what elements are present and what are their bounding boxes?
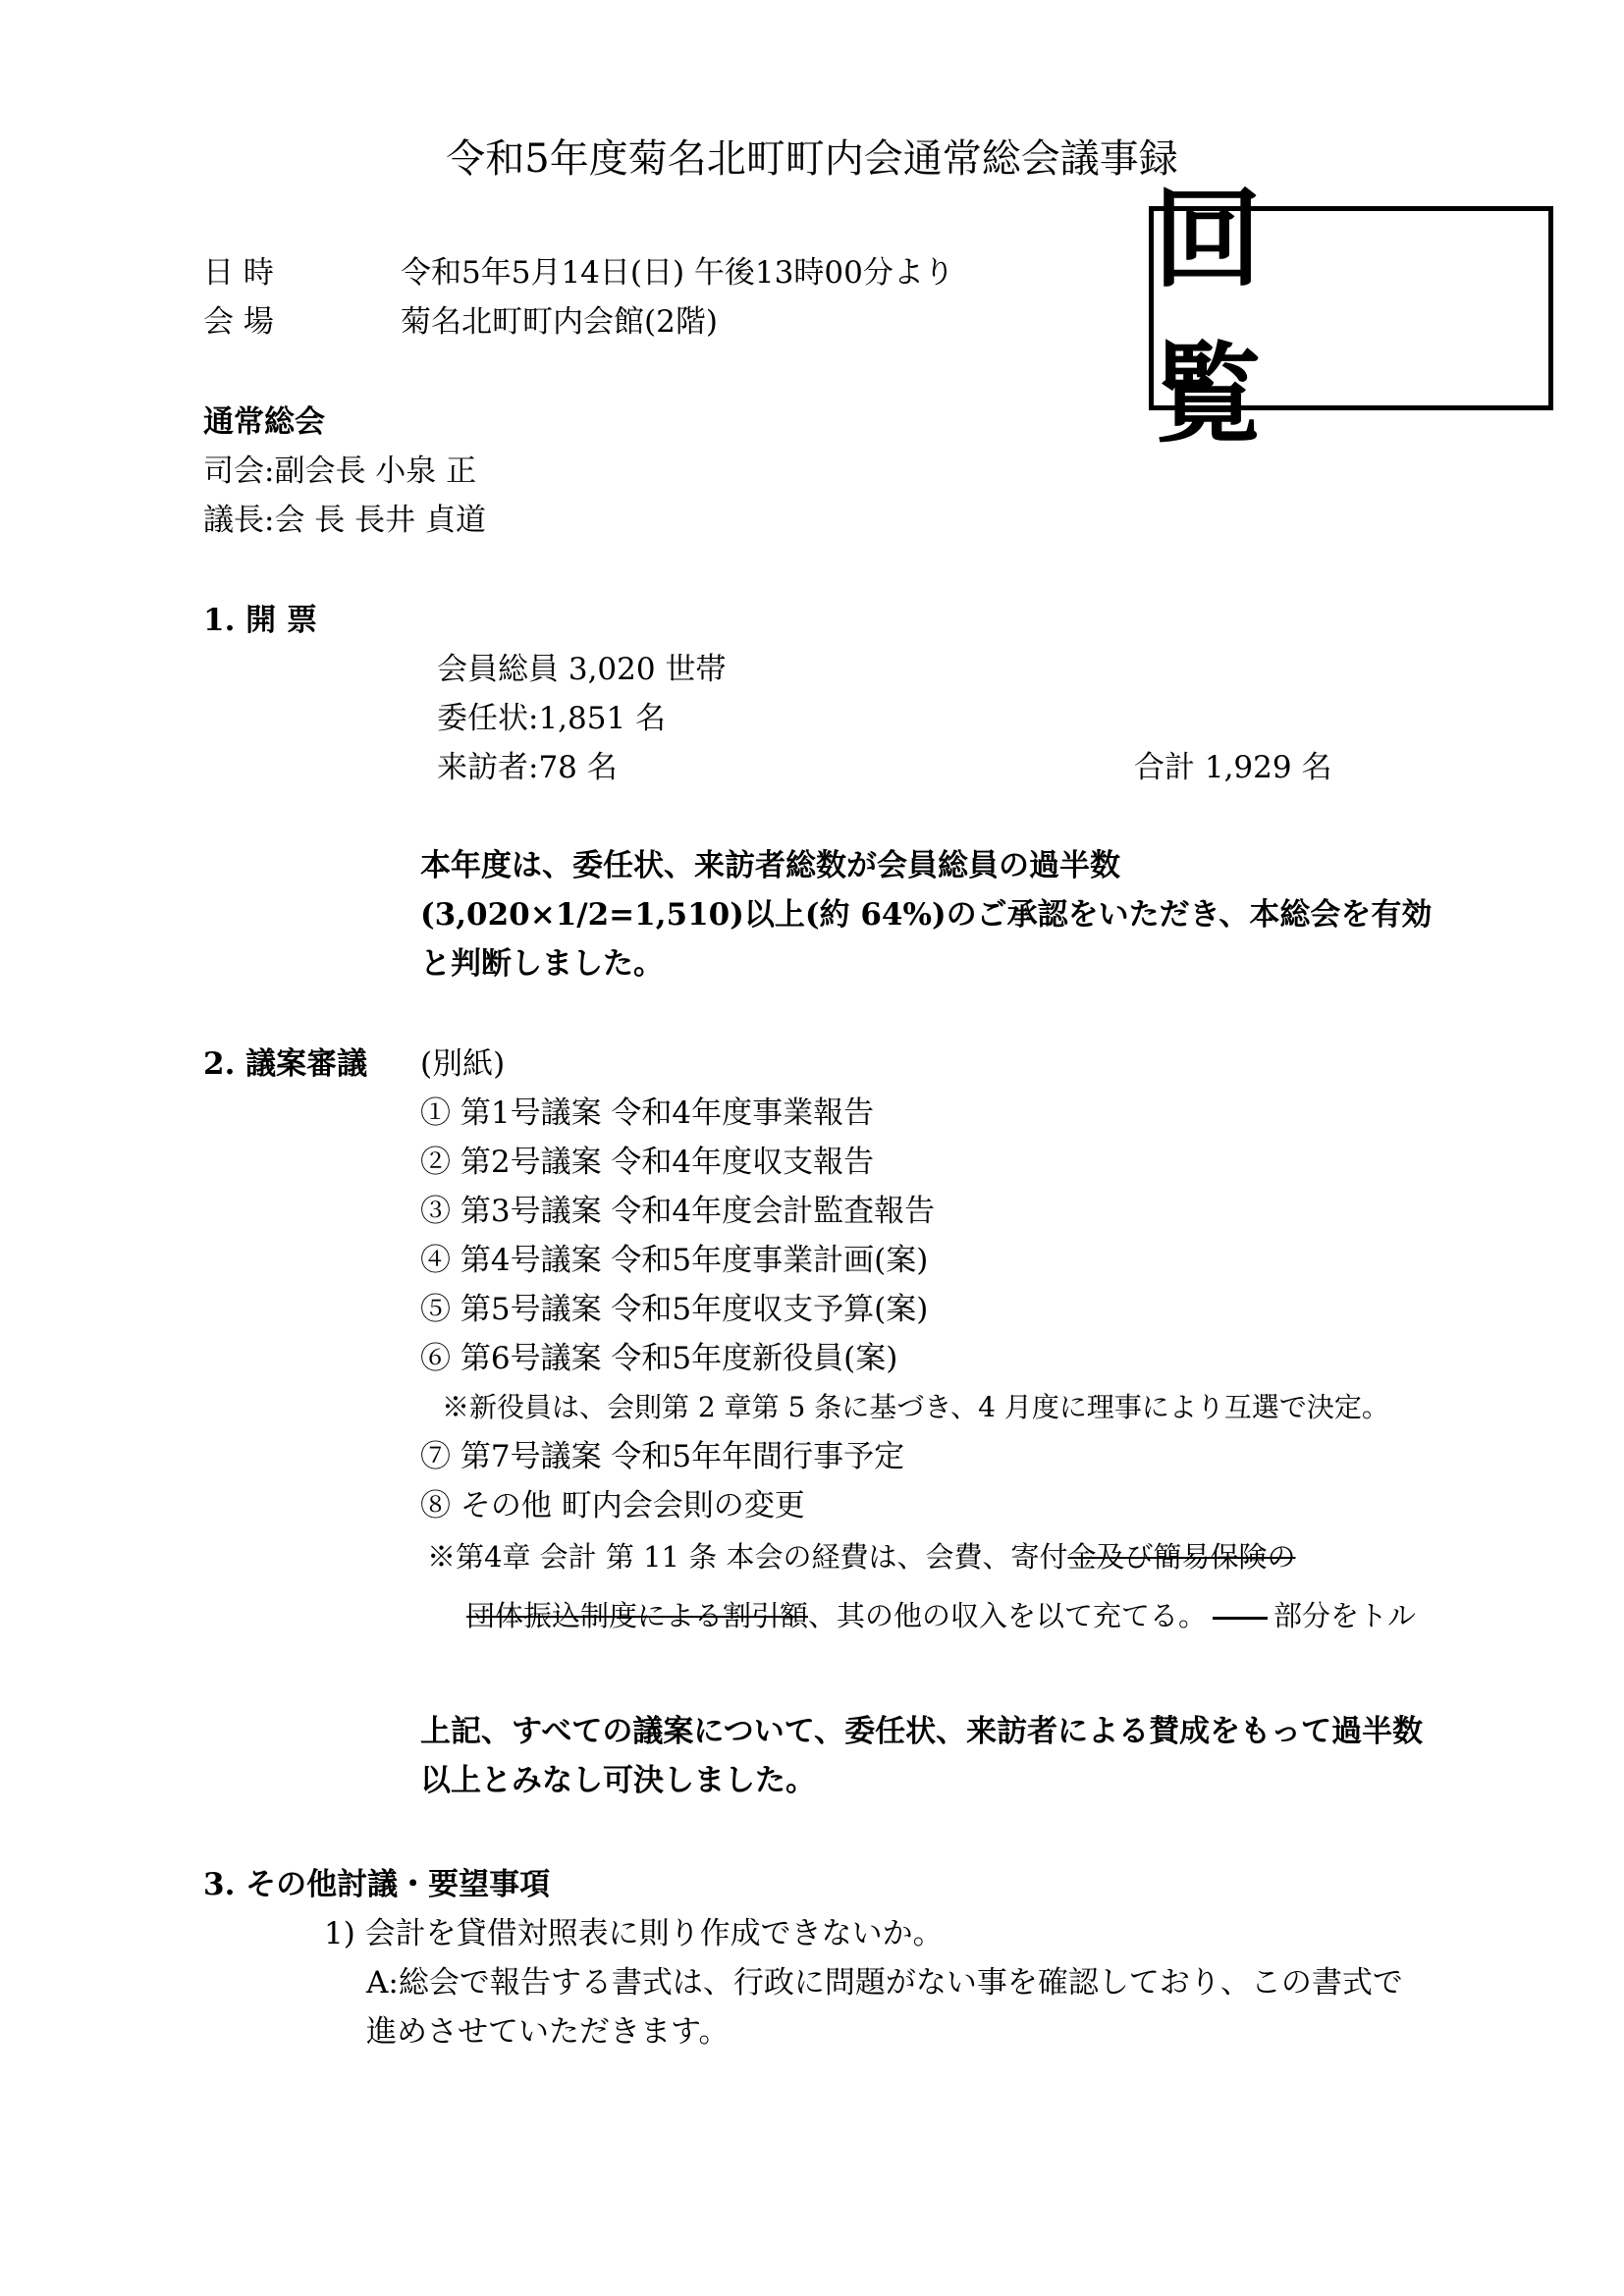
conclusion-line-1: 上記、すべての議案について、委任状、来訪者による賛成をもって過半数 bbox=[420, 1714, 1424, 1749]
rule-change-line-2 bbox=[466, 1596, 1416, 1635]
circulation-stamp bbox=[1149, 176, 1553, 457]
section2-heading: 2. 議案審議 bbox=[203, 1046, 368, 1082]
agenda-item-8: ⑧ その他 町内会会則の変更 bbox=[420, 1488, 805, 1523]
validity-line-2: (3,020×1/2=1,510)以上(約 64%)のご承認をいただき、本総会を有効 bbox=[420, 897, 1433, 933]
datetime-value: 令和5年5月14日(日) 午後13時00分より bbox=[401, 255, 954, 291]
agenda-item-3: ③ 第3号議案 令和4年度会計監査報告 bbox=[420, 1194, 936, 1229]
validity-line-3: と判断しました。 bbox=[420, 946, 664, 982]
agenda-item-6: ⑥ 第6号議案 令和5年度新役員(案) bbox=[420, 1341, 898, 1376]
struck-text: 団体振込制度による割引額 bbox=[466, 1599, 809, 1632]
agenda-item-4: ④ 第4号議案 令和5年度事業計画(案) bbox=[420, 1243, 929, 1278]
section1-heading: 1. 開 票 bbox=[203, 603, 317, 638]
answer-1-line-1: A:総会で報告する書式は、行政に問題がない事を確認しており、この書式で bbox=[366, 1965, 1403, 2001]
remove-note: 部分をトル bbox=[1273, 1599, 1417, 1632]
officer-note: ※新役員は、会則第 2 章第 5 条に基づき、4 月度に理事により互選で決定。 bbox=[442, 1391, 1389, 1423]
dash-mark bbox=[1213, 1617, 1268, 1620]
answer-1-line-2: 進めさせていただきます。 bbox=[366, 2014, 730, 2050]
proxies-count: 委任状:1,851 名 bbox=[437, 701, 667, 736]
question-1: 1) 会計を貸借対照表に則り作成できないか。 bbox=[324, 1916, 944, 1951]
meeting-chair: 議長:会 長 長井 貞道 bbox=[203, 503, 487, 538]
agenda-item-5: ⑤ 第5号議案 令和5年度収支予算(案) bbox=[420, 1292, 929, 1327]
attendance-total: 合計 1,929 名 bbox=[1134, 750, 1332, 785]
document-title: 令和5年度菊名北町町内会通常総会議事録 bbox=[446, 136, 1178, 182]
validity-line-1: 本年度は、委任状、来訪者総数が会員総員の過半数 bbox=[420, 848, 1120, 883]
venue-value: 菊名北町町内会館(2階) bbox=[401, 304, 718, 340]
conclusion-line-2: 以上とみなし可決しました。 bbox=[420, 1763, 816, 1798]
agenda-item-1: ① 第1号議案 令和4年度事業報告 bbox=[420, 1095, 875, 1131]
agenda-item-7: ⑦ 第7号議案 令和5年年間行事予定 bbox=[420, 1439, 905, 1474]
rule-change-line-1 bbox=[427, 1537, 1295, 1576]
rule-text: ※第4章 会計 第 11 条 本会の経費は、会費、寄付 bbox=[427, 1540, 1068, 1574]
datetime-label: 日 時 bbox=[203, 255, 274, 291]
struck-text: 金及び簡易保険の bbox=[1067, 1540, 1296, 1574]
agenda-item-2: ② 第2号議案 令和4年度収支報告 bbox=[420, 1145, 875, 1180]
section3-heading: 3. その他討議・要望事項 bbox=[203, 1867, 551, 1902]
visitors-count: 来訪者:78 名 bbox=[437, 750, 618, 785]
section2-note: (別紙) bbox=[420, 1046, 506, 1082]
meeting-heading: 通常総会 bbox=[203, 404, 325, 440]
meeting-mc: 司会:副会長 小泉 正 bbox=[203, 454, 477, 489]
stamp-text: 回 覧 bbox=[1154, 176, 1380, 457]
venue-label: 会 場 bbox=[203, 304, 274, 340]
rule-text: 、其の他の収入を以て充てる。 bbox=[808, 1599, 1208, 1632]
members-total: 会員総員 3,020 世帯 bbox=[437, 652, 727, 687]
